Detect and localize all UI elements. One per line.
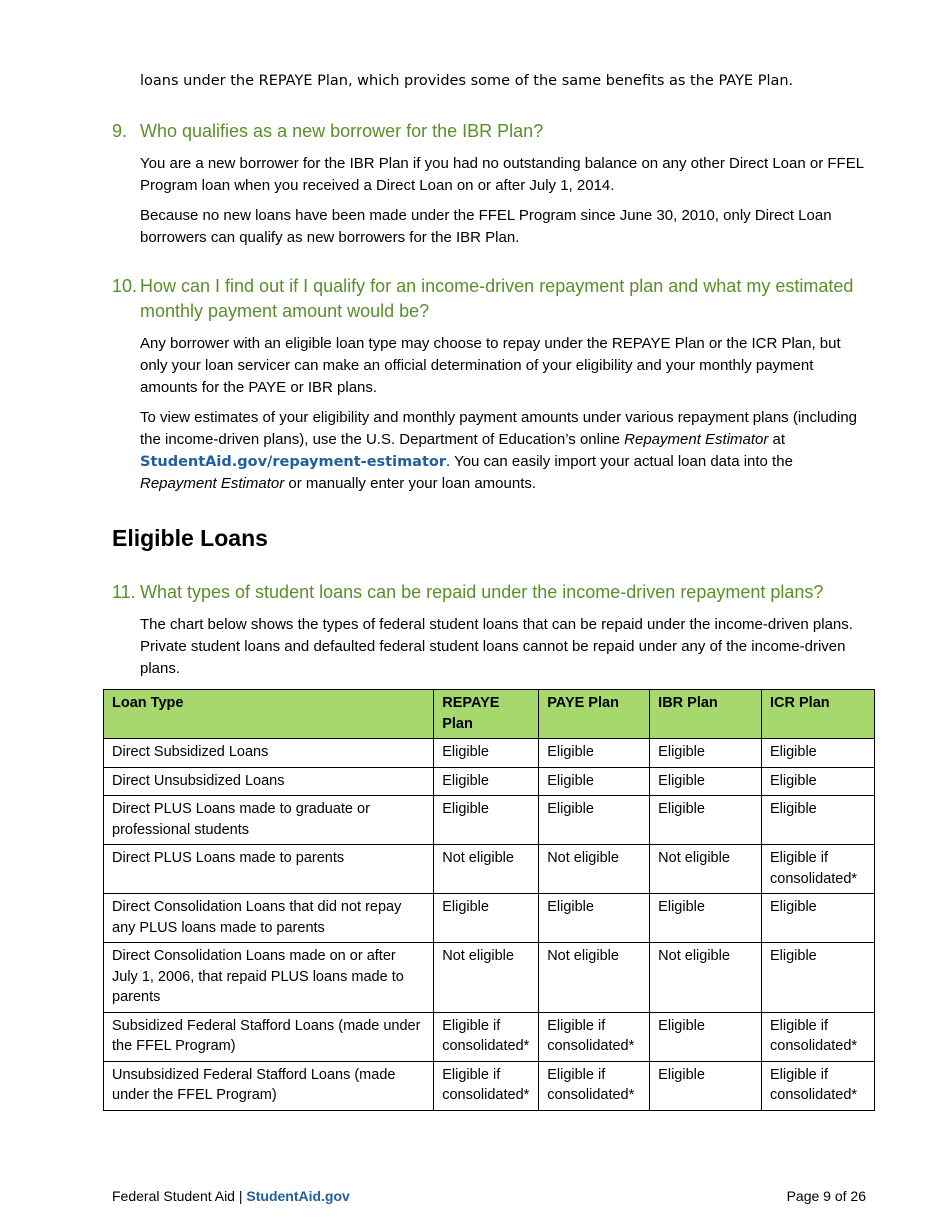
loan-type-cell: Direct Consolidation Loans made on or after July 1, 2006, that repaid PLUS loans made to parents [104, 943, 434, 1013]
eligibility-cell: Eligible [650, 894, 762, 943]
table-row [104, 1061, 875, 1110]
eligibility-cell: Not eligible [650, 845, 762, 894]
header-loan-type: Loan Type [104, 690, 434, 739]
question-text: Who qualifies as a new borrower for the IBR Plan? [140, 121, 544, 141]
repayment-estimator-link[interactable]: StudentAid.gov/repayment-estimator [140, 454, 447, 470]
q10-paragraph-1: Any borrower with an eligible loan type may choose to repay under the REPAYE Plan or the ICR Plan, but only your loan servicer can make an official determination of your eligibility and your monthly payment amounts for the PAYE or IBR plans. [140, 335, 841, 396]
question-text: What types of student loans can be repaid under the income-driven repayment plans? [140, 582, 824, 602]
eligibility-cell: Eligible [434, 739, 539, 768]
loan-type-cell: Direct Unsubsidized Loans [104, 767, 434, 796]
eligible-loans-table [103, 689, 875, 1111]
loan-type-cell: Subsidized Federal Stafford Loans (made under the FFEL Program) [104, 1012, 434, 1061]
question-number: 10. [112, 276, 138, 296]
eligibility-cell: Not eligible [539, 943, 650, 1013]
eligibility-cell: Eligible [762, 796, 875, 845]
eligibility-cell: Eligible if consolidated* [762, 1012, 875, 1061]
eligibility-cell: Eligible if consolidated* [434, 1061, 539, 1110]
table-row [104, 943, 875, 1013]
eligibility-cell: Eligible [650, 767, 762, 796]
table-row [104, 739, 875, 768]
eligibility-cell: Eligible [650, 1061, 762, 1110]
eligibility-cell: Eligible [650, 796, 762, 845]
eligibility-cell: Eligible if consolidated* [434, 1012, 539, 1061]
text-run: . You can easily import your actual loan data into the [446, 453, 793, 470]
eligibility-cell: Eligible if consolidated* [539, 1012, 650, 1061]
eligibility-cell: Eligible [434, 767, 539, 796]
table-row [104, 767, 875, 796]
eligibility-cell: Not eligible [434, 845, 539, 894]
eligibility-cell: Eligible [650, 1012, 762, 1061]
loan-type-cell: Direct PLUS Loans made to parents [104, 845, 434, 894]
loan-type-cell: Unsubsidized Federal Stafford Loans (made under the FFEL Program) [104, 1061, 434, 1110]
footer-agency [112, 1188, 350, 1204]
eligibility-cell: Eligible [539, 767, 650, 796]
q10-paragraph-2 [140, 407, 870, 495]
question-10-heading [112, 274, 862, 324]
eligibility-cell: Eligible if consolidated* [762, 845, 875, 894]
question-number: 9. [112, 121, 128, 141]
table-row [104, 894, 875, 943]
repayment-estimator-emphasis: Repayment Estimator [140, 475, 285, 492]
eligibility-cell: Eligible [762, 767, 875, 796]
eligibility-cell: Not eligible [434, 943, 539, 1013]
section-title: Eligible Loans [112, 525, 268, 551]
question-number: 11. [112, 582, 136, 602]
repayment-estimator-emphasis: Repayment Estimator [624, 431, 769, 448]
eligibility-cell: Eligible [434, 894, 539, 943]
question-11-heading [112, 580, 862, 605]
header-ibr-plan: IBR Plan [650, 690, 762, 739]
text-run: at [768, 431, 786, 448]
text-run: or manually enter your loan amounts. [284, 475, 537, 492]
eligibility-cell: Not eligible [650, 943, 762, 1013]
eligibility-cell: Eligible [762, 894, 875, 943]
eligibility-cell: Eligible [539, 796, 650, 845]
eligibility-cell: Eligible if consolidated* [762, 1061, 875, 1110]
q9-paragraph-2: Because no new loans have been made under the FFEL Program since June 30, 2010, only Direct Loan borrowers can qualify as new borrowers for the IBR Plan. [140, 207, 832, 246]
q11-paragraph-1: The chart below shows the types of federal student loans that can be repaid under the income-driven plans. Private student loans and defaulted federal student loans cannot be repaid under any of the income-driven plans. [140, 616, 853, 677]
header-repaye-plan: REPAYE Plan [434, 690, 539, 739]
q9-paragraph-1: You are a new borrower for the IBR Plan if you had no outstanding balance on any other Direct Loan or FFEL Program loan when you received a Direct Loan on or after July 1, 2014. [140, 155, 864, 194]
eligibility-cell: Eligible [539, 894, 650, 943]
loan-type-cell: Direct PLUS Loans made to graduate or professional students [104, 796, 434, 845]
question-text: How can I find out if I qualify for an income-driven repayment plan and what my estimated monthly payment amount would be? [140, 276, 854, 321]
table-row [104, 796, 875, 845]
eligibility-cell: Eligible [539, 739, 650, 768]
page-number: Page 9 of 26 [786, 1188, 866, 1204]
eligibility-cell: Eligible [762, 739, 875, 768]
eligibility-cell: Not eligible [539, 845, 650, 894]
table-header-row [104, 690, 875, 739]
loan-type-cell: Direct Consolidation Loans that did not repay any PLUS loans made to parents [104, 894, 434, 943]
studentaid-link[interactable]: StudentAid.gov [246, 1188, 350, 1204]
eligibility-cell: Eligible [650, 739, 762, 768]
table-row [104, 1012, 875, 1061]
eligibility-cell: Eligible if consolidated* [539, 1061, 650, 1110]
table-row [104, 845, 875, 894]
header-icr-plan: ICR Plan [762, 690, 875, 739]
text-run: To view estimates of your eligibility and monthly payment amounts under various repayment plans (including the income-driven plans), use the U.S. Department of Education’s online [140, 409, 858, 448]
eligibility-cell: Eligible [434, 796, 539, 845]
question-9-heading [112, 119, 862, 144]
header-paye-plan: PAYE Plan [539, 690, 650, 739]
loan-type-cell: Direct Subsidized Loans [104, 739, 434, 768]
footer-text: Federal Student Aid | [112, 1188, 247, 1204]
eligibility-cell: Eligible [762, 943, 875, 1013]
intro-paragraph: loans under the REPAYE Plan, which provides some of the same benefits as the PAYE Plan. [140, 73, 794, 89]
